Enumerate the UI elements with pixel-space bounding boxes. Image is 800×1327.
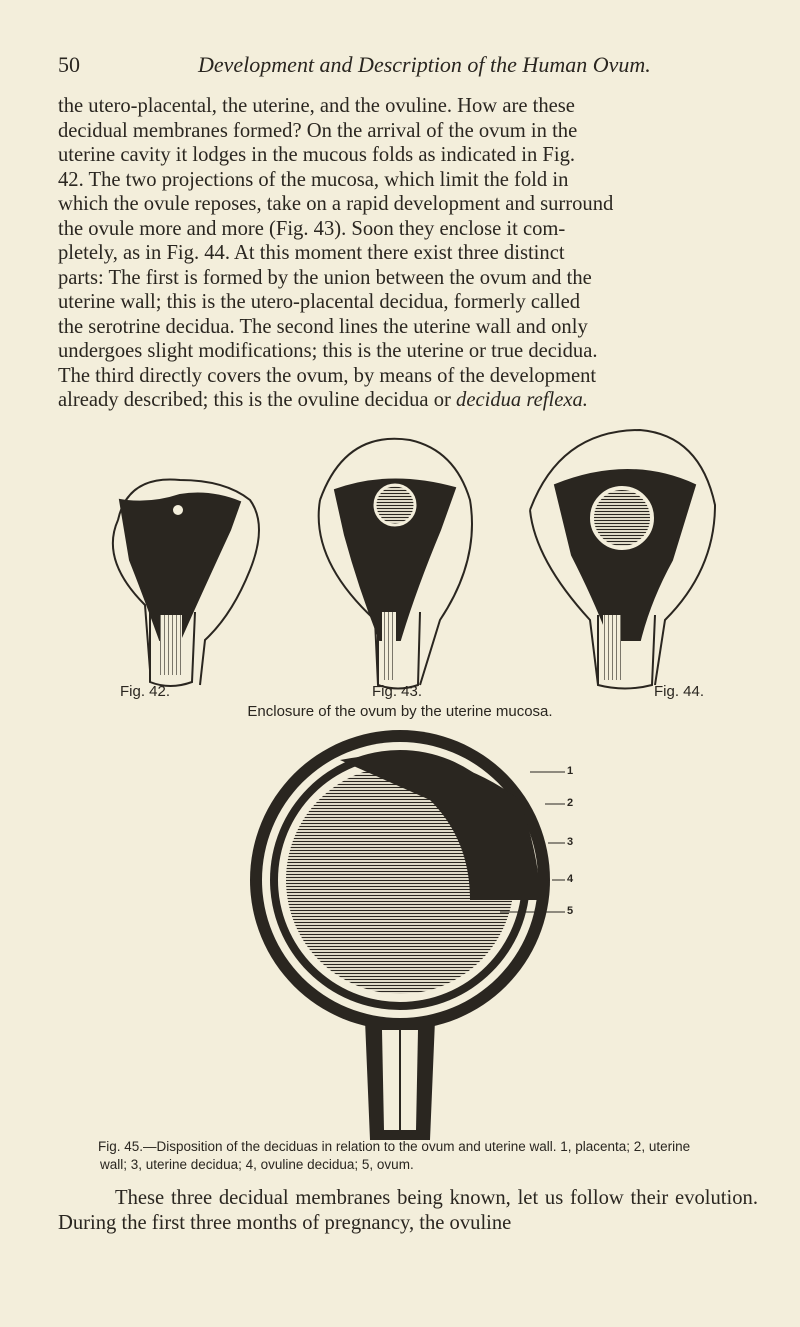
paragraph-2: These three decidual membranes being known, let us follow their evolution. During the first three months of pregnancy, the ovuline xyxy=(58,1187,758,1234)
callout-1: 1 xyxy=(567,765,574,777)
figures-42-44-caption: Enclosure of the ovum by the uterine mucosa. xyxy=(247,703,553,720)
text-line: pletely, as in Fig. 44. At this moment there exist three distinct xyxy=(58,242,565,264)
text-line: the ovule more and more (Fig. 43). Soon they enclose it com- xyxy=(58,217,566,240)
callout-2: 2 xyxy=(567,797,574,809)
text-span: already described; this is the ovuline decidua or xyxy=(58,389,457,411)
text-line: the serotrine decidua. The second lines the uterine wall and only xyxy=(58,315,588,338)
italic-term: decidua reflexa. xyxy=(456,389,588,411)
callout-5: 5 xyxy=(567,905,574,917)
fig-44-label: Fig. 44. xyxy=(654,683,705,700)
text-line: The third directly covers the ovum, by means of the development xyxy=(58,364,597,387)
running-title: Development and Description of the Human Ovum. xyxy=(198,52,651,77)
text-line: undergoes slight modifications; this is the uterine or true decidua. xyxy=(58,340,598,362)
text-line: the utero-placental, the uterine, and the ovuline. How are these xyxy=(58,95,575,117)
fig-43-label: Fig. 43. xyxy=(372,683,423,700)
text-line: decidual membranes formed? On the arrival of the ovum in the xyxy=(58,119,578,142)
figure-45-caption: Fig. 45.—Disposition of the deciduas in relation to the ovum and uterine wall. 1, placenta; 2, uterine wall; 3, uterine decidua; 4, ovuline decidua; 5, ovum. xyxy=(98,1139,691,1172)
fig-42-label: Fig. 42. xyxy=(120,683,171,700)
text-line: 42. The two projections of the mucosa, which limit the fold in xyxy=(58,168,569,191)
page-number: 50 xyxy=(58,52,80,77)
figure-44-drawing xyxy=(530,430,715,689)
callout-3: 3 xyxy=(567,836,574,848)
text-line: uterine cavity it lodges in the mucous folds as indicated in Fig. xyxy=(58,144,576,166)
figure-45-drawing xyxy=(250,730,565,1140)
figure-42-drawing xyxy=(113,480,259,687)
figure-43-drawing xyxy=(319,439,472,689)
text-line: parts: The first is formed by the union between the ovum and the xyxy=(58,266,592,289)
text-line: which the ovule reposes, take on a rapid development and surround xyxy=(58,193,614,215)
text-line: uterine wall; this is the utero-placental decidua, formerly called xyxy=(58,291,581,313)
callout-4: 4 xyxy=(567,873,574,885)
